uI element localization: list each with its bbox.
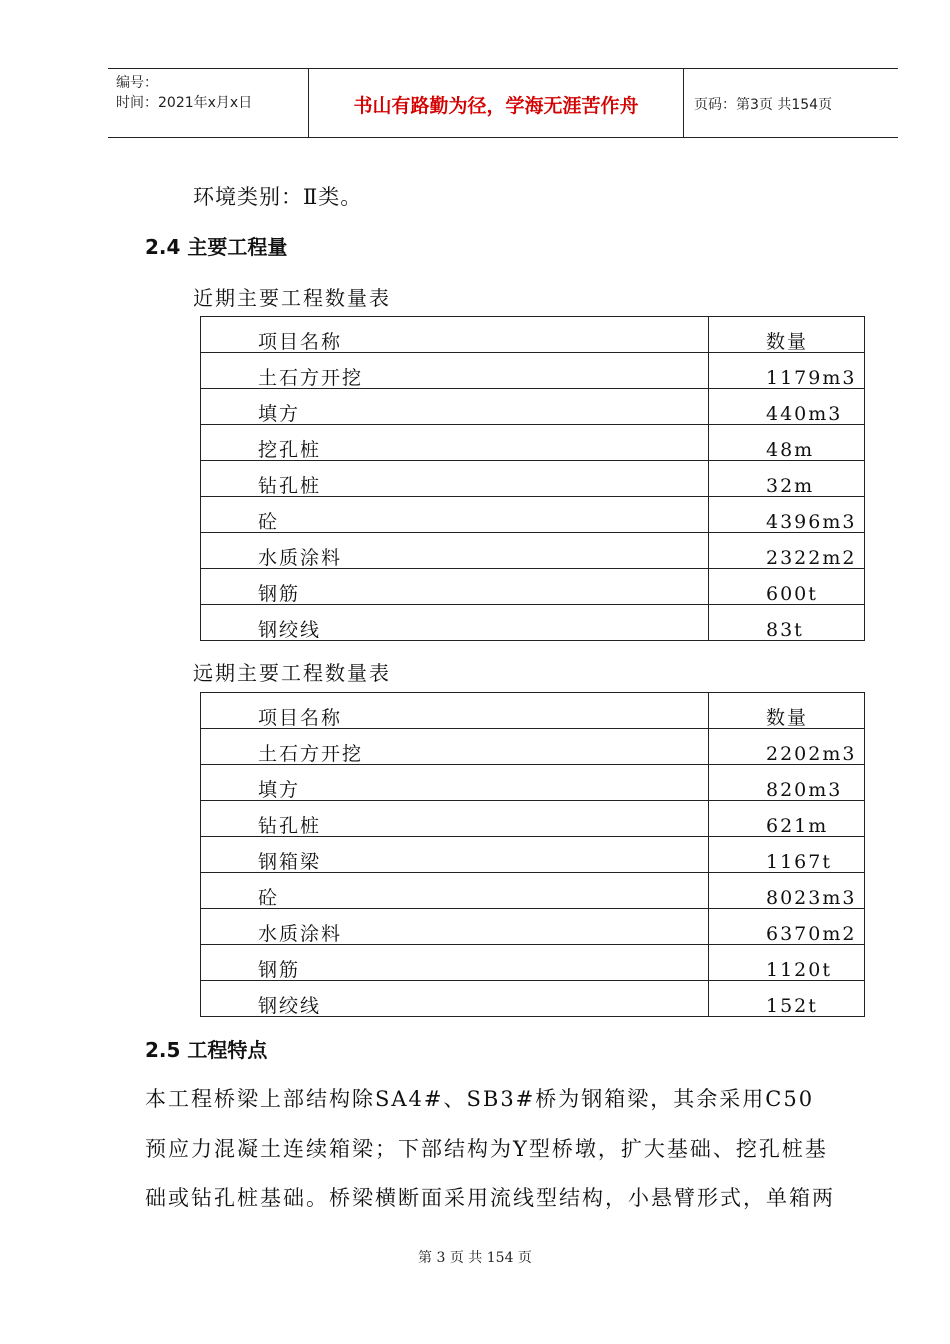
quantity-cell: 48m xyxy=(709,425,865,461)
item-name-cell: 砼 xyxy=(201,873,709,909)
near-term-table-caption: 近期主要工程数量表 xyxy=(193,286,391,310)
item-name-cell: 钻孔桩 xyxy=(201,461,709,497)
table-header-row xyxy=(201,317,865,353)
item-name-cell: 水质涂料 xyxy=(201,909,709,945)
motto-text: 书山有路勤为径，学海无涯苦作舟 xyxy=(353,95,639,117)
header-page-cell xyxy=(684,69,898,137)
header-meta-cell xyxy=(108,69,309,137)
table-row xyxy=(201,605,865,641)
table-row xyxy=(201,389,865,425)
long-term-table-caption: 远期主要工程数量表 xyxy=(193,661,391,685)
near-term-quantity-table xyxy=(200,316,865,641)
quantity-cell: 8023m3 xyxy=(709,873,865,909)
table-row xyxy=(201,837,865,873)
item-name-cell: 项目名称 xyxy=(201,317,709,353)
table-row xyxy=(201,461,865,497)
table-row xyxy=(201,801,865,837)
quantity-cell: 数量 xyxy=(709,693,865,729)
quantity-cell: 4396m3 xyxy=(709,497,865,533)
table-row xyxy=(201,569,865,605)
quantity-cell: 440m3 xyxy=(709,389,865,425)
item-name-cell: 钢箱梁 xyxy=(201,837,709,873)
header-motto-cell xyxy=(309,69,684,137)
section-heading-2-5: 2.5 工程特点 xyxy=(145,1038,268,1062)
page-header xyxy=(108,68,898,138)
item-name-cell: 水质涂料 xyxy=(201,533,709,569)
quantity-cell: 820m3 xyxy=(709,765,865,801)
body-paragraph-line: 预应力混凝土连续箱梁；下部结构为Y型桥墩，扩大基础、挖孔桩基 xyxy=(145,1137,828,1161)
quantity-cell: 数量 xyxy=(709,317,865,353)
table-row xyxy=(201,765,865,801)
item-name-cell: 项目名称 xyxy=(201,693,709,729)
quantity-cell: 6370m2 xyxy=(709,909,865,945)
quantity-cell: 32m xyxy=(709,461,865,497)
quantity-cell: 621m xyxy=(709,801,865,837)
body-paragraph-line: 础或钻孔桩基础。桥梁横断面采用流线型结构，小悬臂形式，单箱两 xyxy=(145,1186,835,1210)
table-row xyxy=(201,873,865,909)
table-row xyxy=(201,533,865,569)
item-name-cell: 钢筋 xyxy=(201,945,709,981)
long-term-quantity-table xyxy=(200,692,865,1017)
quantity-cell: 83t xyxy=(709,605,865,641)
item-name-cell: 砼 xyxy=(201,497,709,533)
item-name-cell: 填方 xyxy=(201,765,709,801)
quantity-cell: 2202m3 xyxy=(709,729,865,765)
time-label: 时间：2021年x月x日 xyxy=(116,95,253,111)
table-header-row xyxy=(201,693,865,729)
quantity-cell: 152t xyxy=(709,981,865,1017)
body-paragraph-line: 本工程桥梁上部结构除SA4#、SB3#桥为钢箱梁，其余采用C50 xyxy=(145,1087,815,1111)
table-row xyxy=(201,497,865,533)
page-footer: 第 3 页 共 154 页 xyxy=(418,1250,532,1266)
table-row xyxy=(201,981,865,1017)
section-heading-2-4: 2.4 主要工程量 xyxy=(145,235,288,259)
item-name-cell: 挖孔桩 xyxy=(201,425,709,461)
item-name-cell: 钢筋 xyxy=(201,569,709,605)
item-name-cell: 钻孔桩 xyxy=(201,801,709,837)
item-name-cell: 钢绞线 xyxy=(201,981,709,1017)
serial-label: 编号： xyxy=(116,75,158,91)
quantity-cell: 1167t xyxy=(709,837,865,873)
table-row xyxy=(201,945,865,981)
table-row xyxy=(201,425,865,461)
table-row xyxy=(201,353,865,389)
environment-class-line: 环境类别：Ⅱ类。 xyxy=(193,185,363,209)
page-info: 页码：第3页 共154页 xyxy=(694,97,833,113)
quantity-cell: 600t xyxy=(709,569,865,605)
item-name-cell: 钢绞线 xyxy=(201,605,709,641)
item-name-cell: 土石方开挖 xyxy=(201,353,709,389)
item-name-cell: 填方 xyxy=(201,389,709,425)
item-name-cell: 土石方开挖 xyxy=(201,729,709,765)
table-row xyxy=(201,909,865,945)
quantity-cell: 2322m2 xyxy=(709,533,865,569)
quantity-cell: 1179m3 xyxy=(709,353,865,389)
table-row xyxy=(201,729,865,765)
quantity-cell: 1120t xyxy=(709,945,865,981)
